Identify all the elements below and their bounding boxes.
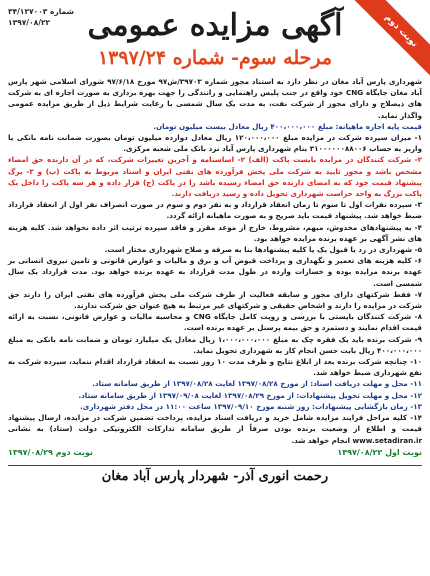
- clause-8: ۸- شرکت کنندگان بایستی با بررسی و رویت کامل جایگاه CNG و محاسبه مالیات و عوارض قانونی، نسبت به ارائه قیمت اقدام نمایند و دستمزد و حق بیمه پرسنل بر عهده برنده است.: [8, 312, 422, 333]
- clause-14: ۱۴- کلیه مراحل فرایند مزایده شامل خرید و دریافت اسناد مزایده، پرداخت تضمین شرکت در مزایده، ارسال پیشنهاد قیمت و اطلاع از وضعیت برنده بودن صرفاً از طریق سامانه تدارکات الکترونیکی دولت (ستاد) به نشانی www.setadiran.ir انجام خواهد شد.: [8, 413, 422, 445]
- notice-dates: [8, 448, 422, 457]
- clause-10: ۱۰- چنانچه شرکت برنده بعد از ابلاغ نتایج و ظرف مدت ۱۰ روز نسبت به انعقاد قرارداد اقدام ننماید، سپرده شرکت به نفع شهرداری ضبط خواهد شد.: [8, 357, 422, 378]
- clause-3: ۳- سپرده نفرات اول تا سوم تا زمان انعقاد قرارداد و به نفر دوم و سوم در صورت انصراف نفر اول از انعقاد قرارداد ضبط خواهد شد. پیشنهاد قیمت باید صریح و به صورت ماهیانه ارائه گردد.: [8, 200, 422, 221]
- clause-1: ۱- میزان سپرده شرکت در مزایده مبلغ ۱۲۰،۰۰۰،۰۰۰ ریال معادل دوازده میلیون تومان بصورت ضمانت نامه بانکی یا واریز به حساب ۳۱۰۰۰۰۰۰۸۸۰۰۶ بنام شهرداری پارس آباد نزد بانک ملی شعبه مرکزی.: [8, 133, 422, 154]
- clause-11: ۱۱- محل و مهلت دریافت اسناد: از مورخ ۱۳۹۷/۰۸/۲۸ لغایت ۱۳۹۷/۰۸/۲۸ از طریق سامانه ستاد.: [92, 379, 422, 389]
- notice-first-date: نوبت اول ۱۳۹۷/۰۸/۲۲: [337, 447, 422, 457]
- ad-body: [8, 76, 422, 446]
- reference-date: ۱۳۹۷/۰۸/۲۲: [8, 18, 51, 27]
- page-subtitle: مرحله سوم- شماره ۱۳۹۷/۲۴: [97, 47, 333, 69]
- notice-second-date: نوبت دوم ۱۳۹۷/۰۸/۲۹: [8, 447, 93, 457]
- clause-13: ۱۳- زمان بازگشایی پیشنهادات: روز شنبه مورخ ۱۳۹۷/۰۹/۱۰ ساعت ۱۱:۰۰ در محل دفتر شهرداری.: [80, 401, 422, 411]
- clause-12: ۱۲- محل و مهلت تحویل پیشنهادات: از مورخ ۱۳۹۷/۰۸/۲۹ لغایت ۱۳۹۷/۰۹/۰۸ از طریق سامانه ستاد.: [78, 390, 422, 400]
- clause-5: ۵- شهرداری در رد یا قبول یک یا کلیه پیشنهادها بنا به صرفه و صلاح شهرداری مختار است.: [104, 245, 422, 255]
- reference-number: شماره ۳۴/۱۲۷۰۰۳: [8, 7, 74, 16]
- page-title: آگهی مزایده عمومی: [87, 8, 343, 43]
- clause-7: ۷- فقط شرکتهای دارای مجوز و سابقه فعالیت از طرف شرکت ملی پخش فرآورده های نفتی ایران را دارند حق شرکت در مزایده را دارند و اشخاص حقیقی و شرکتهای غیر مرتبط به هیچ عنوان حق شرکت ندارند.: [8, 289, 422, 311]
- intro-paragraph: شهرداری پارس آباد مغان در نظر دارد به استناد مجوز شماره ۳۹۷۰۳/ش۹۷ مورخ ۹۷/۶/۱۸ شورای اسلامی شهر پارس آباد مغان جایگاه CNG خود واقع در جنب پلیس راهنمایی و رانندگی را جهت بهره برداری به صورت اجاره ای به شرکت های ذیصلاح و دارای مجوز از شرکت نفت، به مدت یک سال شمسی با رعایت شرایط ذیل از طریق مزایده عمومی واگذار نماید.: [8, 77, 422, 120]
- reference-number-block: [8, 6, 74, 28]
- clause-2: ۲- شرکت کنندگان در مزایده بایست پاکت (الف) ۲- اساسنامه و آخرین تغییرات شرکت، که در آن دارنده حق امضاء مشخص باشد و مجوز تایید به شرکت ملی پخش فرآورده های نفتی ایران و اسناد مربوط به پاکت (ب) و ۳- برگ پیشنهاد قیمت خود که به امضای دارنده حق امضاء رسیده باشد را در پاکت (ج) قرار داده و هر سه پاکت را داخل یک پاکت بزرگ به واحد حراست شهرداری تحویل داده و رسید دریافت دارند.: [8, 155, 423, 199]
- clause-9: ۹- شرکت برنده باید یک فقره چک به مبلغ ۱،۰۰۰،۰۰۰،۰۰۰ ریال معادل یک میلیارد تومان و ضمانت نامه بانکی به مبلغ ۴۰۰،۰۰۰،۰۰۰ ریال بابت حسن انجام کار به شهرداری تحویل نماید.: [8, 334, 423, 355]
- clause-6: ۶- کلیه هزینه های تعمیر و نگهداری و پرداخت قبوض آب و برق و مالیات و عوارض قانونی و تامین نیروی انسانی بر عهده برنده مزایده بوده و خسارات وارده در طول مدت قرارداد به عهده برنده خواهد بود. مدت قرارداد یک سال شمسی است.: [8, 256, 422, 288]
- clause-4: ۴- به پیشنهادهای مخدوش، مبهم، مشروط، خارج از موعد مقرر و فاقد سپرده ترتیب اثر داده نخواهد شد. کلیه هزینه های نشر آگهی بر عهده برنده مزایده خواهد بود.: [8, 222, 422, 243]
- ribbon-label: نوبت دوم: [382, 12, 420, 50]
- base-price: قیمت پایه اجاره ماهیانه: مبلغ ۴۰۰،۰۰۰،۰۰۰ ریال معادل بیست میلیون تومان.: [153, 121, 422, 131]
- signature-line: رحمت انوری آذر- شهردار پارس آباد مغان: [8, 465, 422, 484]
